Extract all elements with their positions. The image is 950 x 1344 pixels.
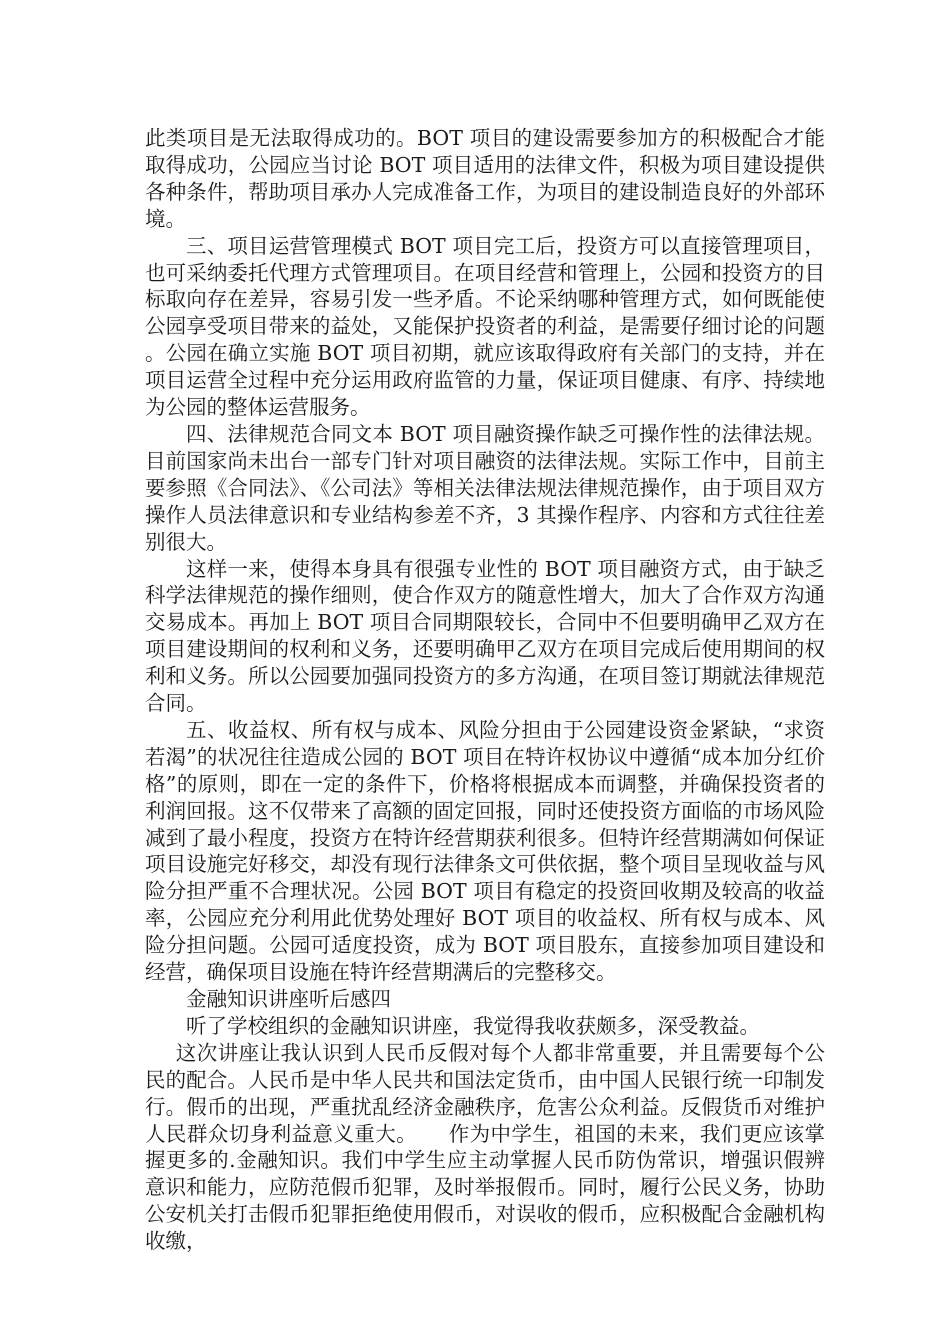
paragraph-operation-management: 三、项目运营管理模式 BOT 项目完工后，投资方可以直接管理项目，也可采纳委托代理方式管理项目。在项目经营和管理上，公园和投资方的目标取向存在差异，容易引发一些矛盾。不论采纳哪种管理方式，如何既能使公园享受项目带来的益处，又能保护投资者的利益，是需要仔细讨论的问题。公园在确立实施 BOT 项目初期，就应该取得政府有关部门的支持，并在项目运营全过程中充分运用政府监管的力量，保证项目健康、有序、持续地为公园的整体运营服务。 bbox=[145, 233, 825, 420]
paragraph-lecture-body: 这次讲座让我认识到人民币反假对每个人都非常重要，并且需要每个公民的配合。人民币是中华人民共和国法定货币，由中国人民银行统一印制发行。假币的出现，严重扰乱经济金融秩序，危害公众利益。反假货币对维护人民群众切身利益意义重大。 作为中学生，祖国的未来，我们更应该掌握更多的.金融知识。我们中学生应主动掌握人民币防伪常识，增强识假辨意识和能力，应防范假币犯罪，及时举报假币。同时，履行公民义务，协助公安机关打击假币犯罪拒绝使用假币，对误收的假币，应积极配合金融机构收缴， bbox=[145, 1040, 825, 1254]
paragraph-lecture-intro: 听了学校组织的金融知识讲座，我觉得我收获颇多，深受教益。 bbox=[186, 1013, 760, 1038]
section-title: 金融知识讲座听后感四 bbox=[186, 987, 391, 1011]
paragraph-revenue-risk: 五、收益权、所有权与成本、风险分担由于公园建设资金紧缺，“求资若渴”的状况往往造成公园的 BOT 项目在特许权协议中遵循“成本加分红价格”的原则，即在一定的条件下，价格将根据成本而调整，并确保投资者的利润回报。这不仅带来了高额的固定回报，同时还使投资方面临的市场风险减到了最小程度，投资方在特许经营期获利很多。但特许经营期满如何保证项目设施完好移交，却没有现行法律条文可供依据，整个项目呈现收益与风险分担严重不合理状况。公园 BOT 项目有稳定的投资回收期及较高的收益率，公园应充分利用此优势处理好 BOT 项目的收益权、所有权与成本、风险分担问题。公园可适度投资，成为 BOT 项目股东，直接参加项目建设和经营，确保项目设施在特许经营期满后的完整移交。 bbox=[145, 717, 825, 985]
document-body bbox=[145, 125, 825, 1255]
paragraph-legal-contract: 四、法律规范合同文本 BOT 项目融资操作缺乏可操作性的法律法规。目前国家尚未出台一部专门针对项目融资的法律法规。实际工作中，目前主要参照《合同法》、《公司法》等相关法律法规法律规范操作，由于项目双方操作人员法律意识和专业结构参差不齐，3 其操作程序、内容和方式往往差别很大。 bbox=[145, 421, 825, 554]
paragraph-continuation: 此类项目是无法取得成功的。BOT 项目的建设需要参加方的积极配合才能取得成功，公园应当讨论 BOT 项目适用的法律文件，积极为项目建设提供各种条件，帮助项目承办人完成准备工作，为项目的建设制造良好的外部环境。 bbox=[145, 126, 825, 231]
paragraph-consequence: 这样一来，使得本身具有很强专业性的 BOT 项目融资方式，由于缺乏科学法律规范的操作细则，使合作双方的随意性增大，加大了合作双方沟通交易成本。再加上 BOT 项目合同期限较长，合同中不但要明确甲乙双方在项目建设期间的权利和义务，还要明确甲乙双方在项目完成后使用期间的权利和义务。所以公园要加强同投资方的多方沟通，在项目签订期就法律规范合同。 bbox=[145, 556, 825, 716]
